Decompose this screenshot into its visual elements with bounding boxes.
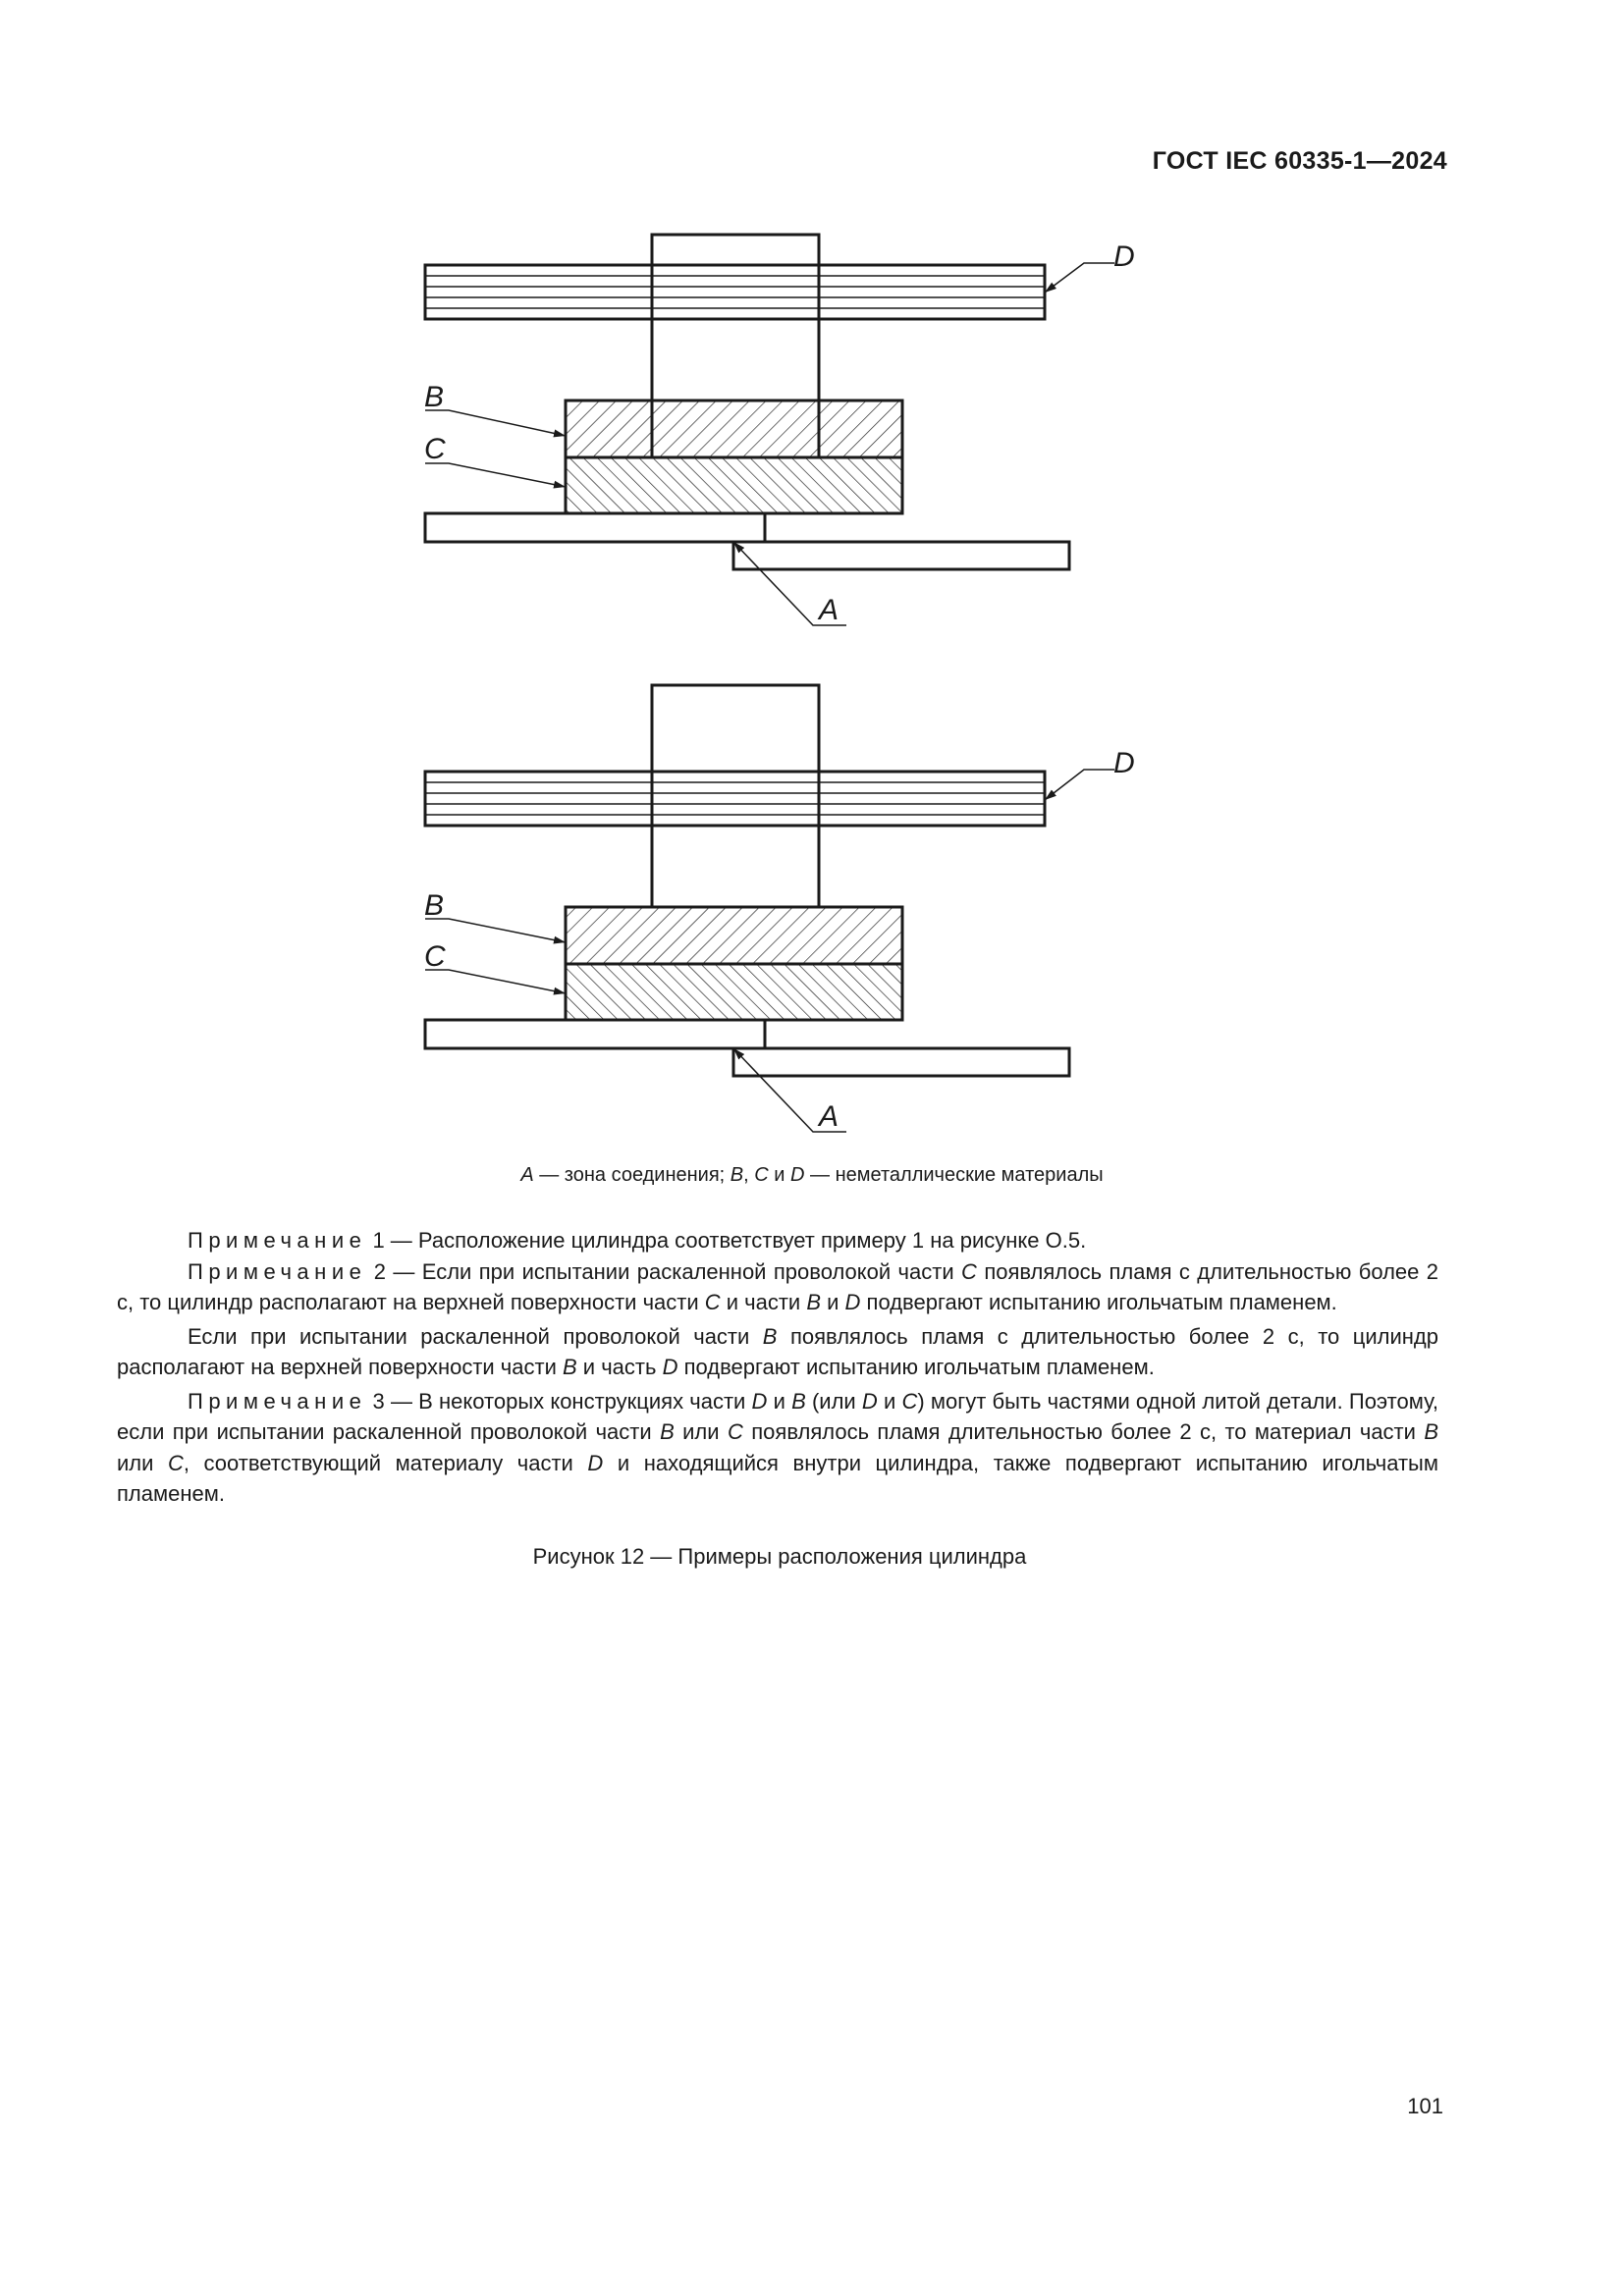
label-c-2: C [424, 940, 446, 973]
part-d-plate [425, 265, 1045, 319]
strip-right [733, 542, 1069, 569]
page-number: 101 [1407, 2094, 1443, 2118]
label-c-1: C [424, 433, 446, 465]
example-1-diagram [425, 235, 1114, 625]
label-d-1: D [1113, 240, 1135, 273]
part-c-block [566, 964, 902, 1020]
note-1: Примечание 1 — Расположение цилиндра соответствует примеру 1 на рисунке O.5. [188, 1228, 1087, 1253]
figure-legend: A — зона соединения; B, C и D — неметаллические материалы [520, 1164, 1104, 1186]
notes-section [117, 1225, 1438, 1510]
label-a-2: A [819, 1100, 839, 1133]
label-d-2: D [1113, 747, 1135, 779]
part-d-plate [425, 772, 1045, 826]
part-b-block [566, 907, 902, 964]
note-3: Примечание 3 — В некоторых конструкциях части D и B (или D и C) могут быть частями одной литой детали. Поэтому, если при испытании раскаленной проволокой части B или C появлялось пламя длительностью более 2 с, то материал части B или C, соответствующий материалу части D и находящийся внутри цилиндра, также подвергают испытанию игольчатым пламенем. [117, 1388, 1439, 1506]
label-b-1: B [424, 381, 445, 413]
strip-right [733, 1048, 1069, 1076]
figure-caption: Рисунок 12 — Примеры расположения цилиндра [532, 1544, 1027, 1569]
example-2-diagram [425, 685, 1114, 1132]
note-2-paragraph-2: Если при испытании раскаленной проволокой части B появлялось пламя с длительностью более 2 с, то цилиндр располагают на верхней поверхности части B и часть D подвергают испытанию игольчатым пламенем. [117, 1323, 1438, 1379]
strip-left [425, 1020, 765, 1048]
note-2: Примечание 2 — Если при испытании раскаленной проволокой части C появлялось пламя с длительностью более 2 с, то цилиндр располагают на верхней поверхности части C и части B и D подвергают испытанию игольчатым пламенем. [117, 1258, 1439, 1314]
label-b-2: B [424, 889, 445, 922]
part-b-block [566, 400, 902, 457]
strip-left [425, 513, 765, 542]
label-a-1: A [819, 594, 839, 626]
part-c-block [566, 457, 902, 513]
document-code-header: ГОСТ IEC 60335-1—2024 [1152, 147, 1447, 175]
